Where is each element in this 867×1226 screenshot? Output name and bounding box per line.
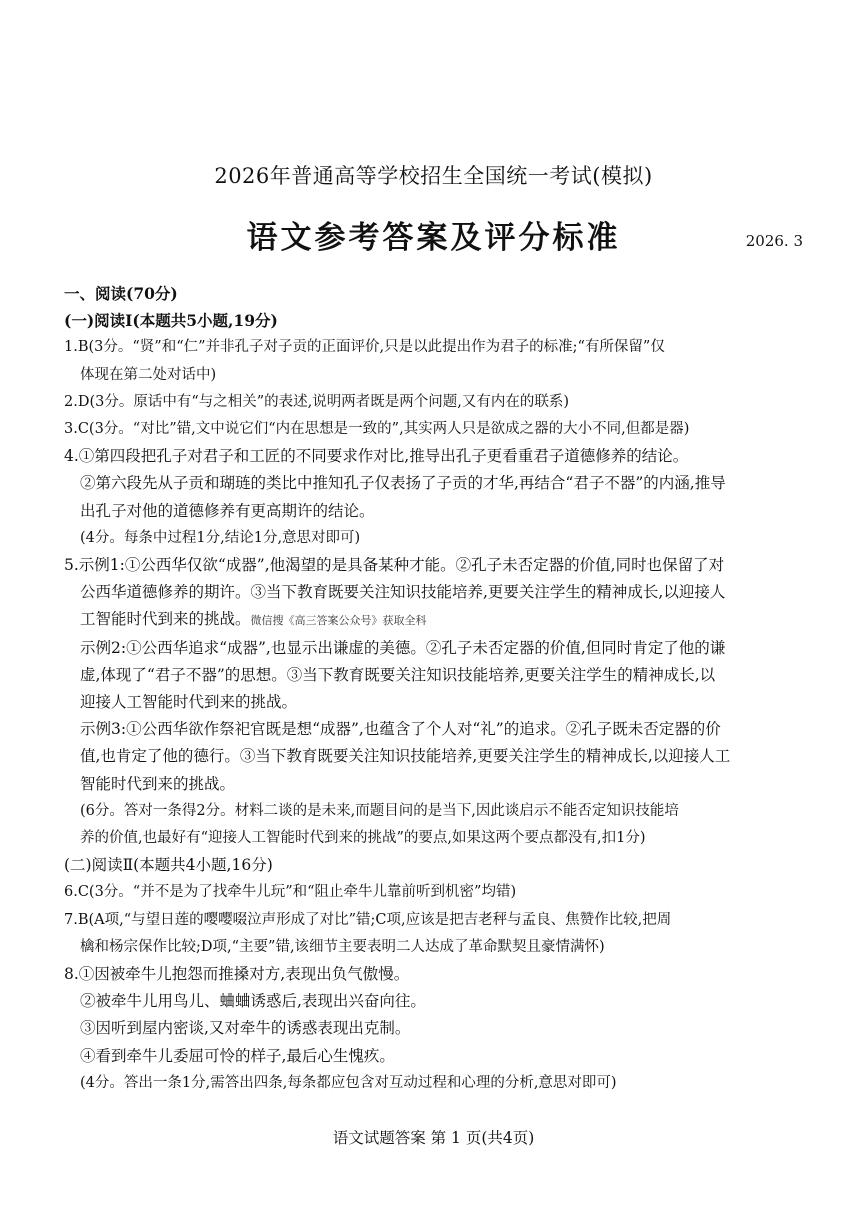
answer-q8-point2: ②被牵牛儿用鸟儿、蛐蛐诱惑后,表现出兴奋向往。 xyxy=(80,992,426,1011)
answer-q7: 7.B(A项,“与望日莲的嘤嘤啜泣声形成了对比”错;C项,应该是把吉老秤与孟良、焦赞作比较,把周 xyxy=(64,911,672,928)
answer-q5-example1-cont: 公西华道德修养的期许。③当下教育既要关注知识技能培养,更要关注学生的精神成长,以迎接人 xyxy=(80,583,726,602)
answer-q5-example2-cont: 虚,体现了“君子不器”的思想。③当下教育既要关注知识技能培养,更要关注学生的精神成长,以 xyxy=(80,665,716,684)
answer-q5-scoring-cont: 养的价值,也最好有“迎接人工智能时代到来的挑战”的要点,如果这两个要点都没有,扣1分) xyxy=(80,830,646,847)
answer-q6: 6.C(3分。“并不是为了找牵牛儿玩”和“阻止牵牛儿靠前听到机密”均错) xyxy=(64,884,517,901)
answer-q5-scoring: (6分。答对一条得2分。材料二谈的是未来,而题目问的是当下,因此谈启示不能否定知识技能培 xyxy=(80,802,679,819)
answer-q8-point4: ④看到牵牛儿委屈可怜的样子,最后心生愧疚。 xyxy=(80,1046,395,1065)
answer-q5-example2: 示例2:①公西华追求“成器”,也显示出谦虚的美德。②孔子未否定器的价值,但同时肯定了他的谦 xyxy=(80,638,726,657)
answer-q5-example2-end: 迎接人工智能时代到来的挑战。 xyxy=(80,693,298,712)
answer-q4-cont: 出孔子对他的道德修养有更高期许的结论。 xyxy=(80,501,375,520)
page-title: 语文参考答案及评分标准 xyxy=(246,220,621,256)
section-heading: 一、阅读(70分) xyxy=(64,284,178,303)
answer-q4-scoring: (4分。每条中过程1分,结论1分,意思对即可) xyxy=(80,529,361,546)
answer-q5-example1: 5.示例1:①公西华仅欲“成器”,他渴望的是具备某种才能。②孔子未否定器的价值,同时也保留了对 xyxy=(64,556,725,575)
answer-q5-example1-end-text: 工智能时代到来的挑战。 xyxy=(80,610,251,629)
subsection-heading-2: (二)阅读Ⅱ(本题共4小题,16分) xyxy=(64,856,273,875)
exam-title: 2026年普通高等学校招生全国统一考试(模拟) xyxy=(214,164,653,188)
answer-content xyxy=(64,280,809,1097)
answer-q5-example3-cont: 值,也肯定了他的德行。③当下教育既要关注知识技能培养,更要关注学生的精神成长,以迎接人工 xyxy=(80,747,731,766)
answer-q1-cont: 体现在第二处对话中) xyxy=(80,366,217,383)
watermark-note: 微信搜《高三答案公众号》获取全科 xyxy=(250,614,427,628)
answer-q4: 4.①第四段把孔子对君子和工匠的不同要求作对比,推导出孔子更看重君子道德修养的结论。 xyxy=(64,447,689,466)
answer-q5-example1-end xyxy=(64,606,809,634)
answer-q8-scoring: (4分。答出一条1分,需答出四条,每条都应包含对互动过程和心理的分析,意思对即可) xyxy=(80,1074,617,1091)
date-label: 2026. 3 xyxy=(745,232,803,250)
answer-q2: 2.D(3分。原话中有“与之相关”的表述,说明两者既是两个问题,又有内在的联系) xyxy=(64,393,570,410)
answer-q7-cont: 檎和杨宗保作比较;D项,“主要”错,该细节主要表明二人达成了革命默契且豪情满怀) xyxy=(80,938,605,955)
answer-q8-point3: ③因听到屋内密谈,又对牵牛的诱惑表现出克制。 xyxy=(80,1019,411,1038)
subsection-heading-1: (一)阅读Ⅰ(本题共5小题,19分) xyxy=(64,311,278,331)
answer-q5-example3-end: 智能时代到来的挑战。 xyxy=(80,774,236,793)
answer-q8: 8.①因被牵牛儿抱怨而推搡对方,表现出负气傲慢。 xyxy=(64,965,410,984)
answer-q3: 3.C(3分。“对比”错,文中说它们“内在思想是一致的”,其实两人只是欲成之器的大小不同,但都是器) xyxy=(64,421,690,438)
answer-q1: 1.B(3分。“贤”和“仁”并非孔子对子贡的正面评价,只是以此提出作为君子的标准;“有所保留”仅 xyxy=(64,339,665,356)
answer-q4-point2: ②第六段先从子贡和瑚琏的类比中推知孔子仅表扬了子贡的才华,再结合“君子不器”的内涵,推导 xyxy=(80,474,726,493)
page-footer: 语文试题答案 第 1 页(共4页) xyxy=(332,1129,535,1147)
answer-q5-example3: 示例3:①公西华欲作祭祀官既是想“成器”,也蕴含了个人对“礼”的追求。②孔子既未否定器的价 xyxy=(80,720,721,739)
